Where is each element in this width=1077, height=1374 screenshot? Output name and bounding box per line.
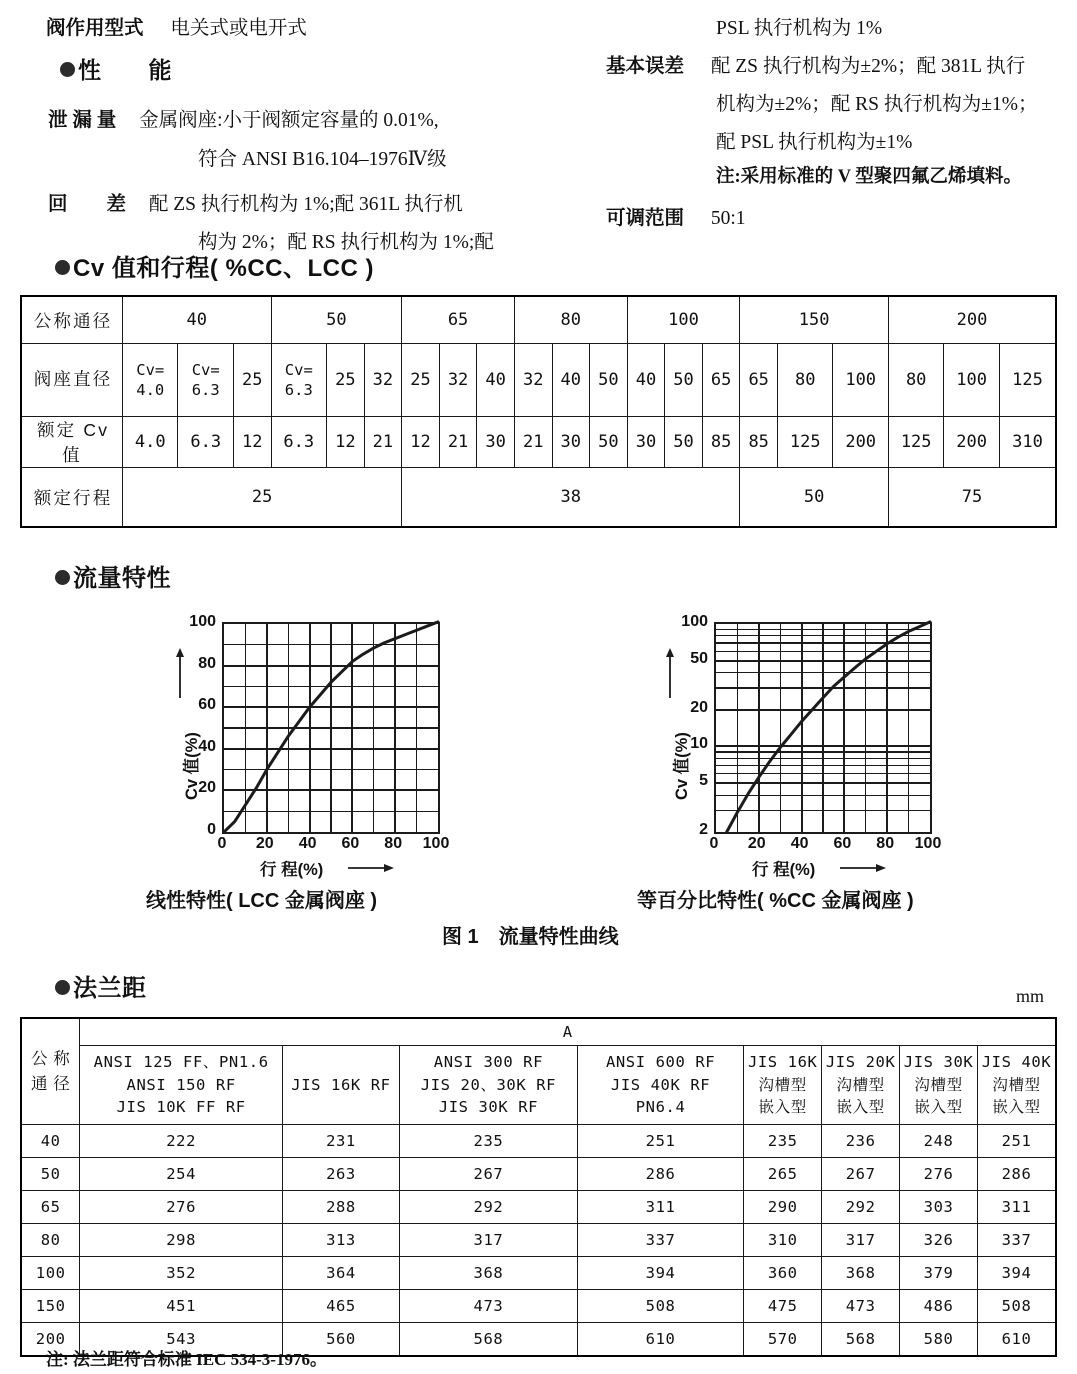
table-row (21, 1224, 1056, 1257)
chart1-y-arrow-icon (173, 648, 187, 698)
basic-error-line-1: 配 ZS 执行机构为±2%；配 381L 执行 (710, 56, 1026, 77)
valve-action-label: 阀作用型式 (46, 18, 144, 39)
column-header-line: 沟槽型 (914, 1075, 963, 1094)
leakage-label: 泄 漏 量 (48, 110, 117, 131)
column-header-line: JIS 30K (903, 1053, 974, 1072)
flange-value-cell: 236 (822, 1125, 900, 1158)
flange-value-cell: 475 (744, 1290, 822, 1323)
flange-value-cell: 235 (399, 1125, 577, 1158)
chart1-plot-area (222, 622, 440, 834)
valve-action-row (46, 12, 307, 40)
seat-diameter-cell: 32 (439, 344, 477, 417)
rated-travel-cell: 38 (402, 468, 740, 528)
hysteresis-line-1: 配 ZS 执行机构为 1%;配 361L 执行机 (148, 194, 463, 215)
flange-value-cell: 254 (80, 1158, 283, 1191)
rated-cv-cell: 21 (514, 417, 552, 468)
column-header-line: 嵌入型 (836, 1098, 885, 1117)
seat-diameter-cell: 80 (777, 344, 832, 417)
column-header-line: JIS 20、30K RF (420, 1075, 557, 1094)
nominal-size-cell: 100 (627, 296, 740, 344)
basic-error-note-row (716, 162, 1022, 188)
flange-value-cell: 290 (744, 1191, 822, 1224)
flange-value-cell: 298 (80, 1224, 283, 1257)
column-header-line: 沟槽型 (758, 1075, 807, 1094)
flange-value-cell: 451 (80, 1290, 283, 1323)
basic-error-line-3: 配 PSL 执行机构为±1% (716, 132, 913, 153)
flange-value-cell: 311 (577, 1191, 743, 1224)
leakage-row (48, 104, 439, 132)
flange-section-heading-text: 法兰距 (73, 975, 147, 1002)
flange-value-cell: 251 (978, 1125, 1056, 1158)
flange-value-cell: 292 (822, 1191, 900, 1224)
flow-section-heading-text: 流量特性 (73, 565, 171, 592)
seat-cv-prefix: Cv= (284, 360, 313, 379)
table-row (21, 1257, 1056, 1290)
flange-value-cell: 265 (744, 1158, 822, 1191)
seat-diameter-cell: 65 (740, 344, 778, 417)
hysteresis-row (48, 188, 463, 216)
chart-curve (716, 616, 946, 834)
column-header-line: JIS 30K RF (438, 1098, 539, 1117)
column-header-cell (282, 1046, 399, 1125)
rated-cv-cell: 125 (888, 417, 943, 468)
performance-heading (60, 52, 172, 85)
y-tick-label: 10 (690, 735, 708, 753)
rated-cv-cell: 30 (477, 417, 515, 468)
flange-value-cell: 286 (978, 1158, 1056, 1191)
chart2-caption: 等百分比特性( %CC 金属阀座 ) (637, 890, 914, 912)
column-header-line: PN6.4 (635, 1098, 686, 1117)
rated-cv-cell: 50 (590, 417, 628, 468)
nominal-header-line-2: 通 径 (30, 1074, 71, 1093)
chart1-x-arrow-icon (348, 862, 394, 874)
x-tick-label: 80 (876, 835, 895, 852)
column-header-cell (822, 1046, 900, 1125)
flange-value-cell: 352 (80, 1257, 283, 1290)
span-label-a: A (80, 1018, 1056, 1046)
x-tick-label: 60 (833, 835, 852, 852)
flange-value-cell: 317 (399, 1224, 577, 1257)
flange-value-cell: 508 (577, 1290, 743, 1323)
rated-cv-cell: 85 (702, 417, 740, 468)
seat-diameter-cell: 50 (665, 344, 703, 417)
y-tick-label: 20 (690, 698, 708, 716)
rated-cv-cell: 30 (552, 417, 590, 468)
flange-value-cell: 267 (822, 1158, 900, 1191)
seat-diameter-cell: 25 (327, 344, 365, 417)
flange-value-cell: 394 (577, 1257, 743, 1290)
rangeability-value: 50:1 (710, 208, 746, 229)
chart-pctcc-log (640, 600, 970, 880)
seat-cv-value: 6.3 (284, 381, 313, 399)
table-row (21, 1191, 1056, 1224)
bullet-icon (55, 570, 70, 585)
flange-value-cell: 317 (822, 1224, 900, 1257)
column-header-cell (80, 1046, 283, 1125)
basic-error-label: 基本误差 (606, 56, 685, 77)
flange-value-cell: 337 (577, 1224, 743, 1257)
chart-curve (224, 616, 454, 834)
flange-value-cell: 222 (80, 1125, 283, 1158)
column-header-line: JIS 16K RF (291, 1075, 391, 1094)
flange-value-cell: 288 (282, 1191, 399, 1224)
flange-value-cell: 310 (744, 1224, 822, 1257)
x-tick-label: 0 (217, 835, 227, 852)
x-tick-label: 40 (790, 835, 809, 852)
column-header-cell (577, 1046, 743, 1125)
rated-cv-cell: 50 (665, 417, 703, 468)
y-tick-label: 60 (198, 696, 216, 714)
basic-error-row-3 (716, 126, 912, 154)
flange-value-cell: 560 (282, 1323, 399, 1357)
flange-value-cell: 311 (978, 1191, 1056, 1224)
rated-cv-cell: 85 (740, 417, 778, 468)
seat-diameter-cell: 65 (702, 344, 740, 417)
seat-cv-value: 4.0 (136, 381, 165, 399)
flange-value-cell: 570 (744, 1323, 822, 1357)
flange-value-cell: 610 (978, 1323, 1056, 1357)
seat-cv-prefix: Cv= (136, 360, 165, 379)
flange-value-cell: 368 (822, 1257, 900, 1290)
flange-value-cell: 267 (399, 1158, 577, 1191)
seat-diameter-cell: 32 (364, 344, 402, 417)
valve-action-value: 电关式或电开式 (170, 18, 307, 39)
table-row-rated-cv (21, 417, 1056, 468)
column-header-line: 嵌入型 (758, 1098, 807, 1117)
chart2-y-axis-label (668, 732, 692, 800)
figure-caption: 图 1 流量特性曲线 (442, 926, 619, 948)
flange-value-cell: 251 (577, 1125, 743, 1158)
column-header-line: JIS 40K (981, 1053, 1052, 1072)
seat-diameter-cell: 100 (944, 344, 999, 417)
flange-value-cell: 313 (282, 1224, 399, 1257)
nominal-diameter-cell: 65 (21, 1191, 80, 1224)
nominal-diameter-cell: 200 (21, 1323, 80, 1357)
y-tick-label: 40 (198, 737, 216, 755)
right-continuation-text: PSL 执行机构为 1% (716, 18, 883, 39)
leakage-row-2 (198, 143, 447, 171)
rated-cv-cell: 21 (439, 417, 477, 468)
flange-footnote: 注: 法兰距符合标准 IEC 534-3-1976。 (46, 1350, 327, 1369)
nominal-diameter-cell: 50 (21, 1158, 80, 1191)
flange-unit-label: mm (1016, 986, 1045, 1006)
seat-diameter-cell: 100 (833, 344, 888, 417)
cv-section-heading (55, 248, 374, 283)
rangeability-row (606, 202, 746, 230)
table-row-nominal-diameter (21, 296, 1056, 344)
basic-error-line-2: 机构为±2%；配 RS 执行机构为±1%； (716, 94, 1038, 115)
rated-cv-cell: 310 (999, 417, 1056, 468)
flange-value-cell: 580 (900, 1323, 978, 1357)
row-header-nominal-diameter (21, 1018, 80, 1125)
nominal-size-cell: 40 (123, 296, 272, 344)
chart1-caption: 线性特性( LCC 金属阀座 ) (146, 890, 378, 912)
column-header-line: JIS 20K (825, 1053, 896, 1072)
cv-section-heading-text: Cv 值和行程( %CC、LCC ) (73, 255, 374, 282)
chart2-x-arrow-icon (840, 862, 886, 874)
flange-value-cell: 292 (399, 1191, 577, 1224)
column-header-cell (744, 1046, 822, 1125)
column-header-line: 嵌入型 (914, 1098, 963, 1117)
column-header-line: JIS 16K (747, 1053, 818, 1072)
flange-value-cell: 543 (80, 1323, 283, 1357)
x-tick-label: 100 (422, 835, 450, 852)
column-header-cell (900, 1046, 978, 1125)
rated-travel-cell: 25 (123, 468, 402, 528)
column-header-cell (978, 1046, 1056, 1125)
seat-diameter-cell: 125 (999, 344, 1056, 417)
column-header-line: ANSI 300 RF (433, 1053, 544, 1072)
y-tick-label: 20 (198, 779, 216, 797)
hysteresis-label: 回 差 (48, 194, 127, 215)
seat-diameter-cell: 50 (590, 344, 628, 417)
x-tick-label: 40 (298, 835, 317, 852)
nominal-size-cell: 200 (888, 296, 1056, 344)
seat-diameter-cell: 25 (233, 344, 271, 417)
rated-travel-cell: 50 (740, 468, 889, 528)
row-header-rated-travel: 额定行程 (21, 468, 123, 528)
column-header-line: JIS 40K RF (610, 1075, 711, 1094)
x-tick-label: 0 (709, 835, 719, 852)
y-tick-label: 0 (207, 821, 216, 838)
x-tick-label: 100 (914, 835, 942, 852)
rated-cv-cell: 125 (777, 417, 832, 468)
leakage-line-1: 金属阀座:小于阀额定容量的 0.01%, (139, 110, 439, 131)
flange-value-cell: 610 (577, 1323, 743, 1357)
chart1-x-axis-label-text: 行 程(%) (260, 861, 324, 879)
flange-value-cell: 508 (978, 1290, 1056, 1323)
row-header-nominal-diameter: 公称通径 (21, 296, 123, 344)
column-header-cell (399, 1046, 577, 1125)
chart-lcc-linear (150, 600, 470, 880)
table-row-span-header (21, 1018, 1056, 1046)
y-tick-label: 100 (681, 613, 708, 630)
column-header-line: JIS 10K FF RF (116, 1098, 246, 1117)
right-continuation-row (716, 12, 882, 40)
seat-diameter-cell: 40 (477, 344, 515, 417)
flange-value-cell: 276 (900, 1158, 978, 1191)
nominal-diameter-cell: 100 (21, 1257, 80, 1290)
bullet-icon (55, 260, 70, 275)
seat-diameter-cell: 40 (627, 344, 665, 417)
column-header-line: ANSI 150 RF (126, 1075, 236, 1094)
x-tick-label: 20 (747, 835, 766, 852)
flange-value-cell: 364 (282, 1257, 399, 1290)
table-row-rated-travel (21, 468, 1056, 528)
flange-section-heading (55, 968, 147, 1003)
y-tick-label: 5 (699, 772, 708, 790)
flange-value-cell: 568 (399, 1323, 577, 1357)
hysteresis-line-2: 构为 2%；配 RS 执行机构为 1%;配 (198, 232, 494, 253)
flange-value-cell: 394 (978, 1257, 1056, 1290)
basic-error-note: 注:采用标准的 V 型聚四氟乙烯填料。 (716, 167, 1022, 187)
basic-error-row (606, 50, 1025, 78)
flange-value-cell: 360 (744, 1257, 822, 1290)
flange-value-cell: 263 (282, 1158, 399, 1191)
bullet-icon (60, 62, 75, 77)
y-tick-label: 100 (189, 613, 216, 630)
table-row (21, 1290, 1056, 1323)
rated-cv-cell: 12 (327, 417, 365, 468)
chart2-plot-area (714, 622, 932, 834)
rated-cv-cell: 4.0 (123, 417, 178, 468)
seat-diameter-cell (178, 344, 233, 417)
nominal-diameter-cell: 80 (21, 1224, 80, 1257)
flange-value-cell: 276 (80, 1191, 283, 1224)
nominal-size-cell: 65 (402, 296, 515, 344)
seat-cv-value: 6.3 (191, 381, 220, 399)
bullet-icon (55, 980, 70, 995)
seat-diameter-cell (123, 344, 178, 417)
rated-cv-cell: 30 (627, 417, 665, 468)
rated-travel-cell: 75 (888, 468, 1056, 528)
cv-value-travel-table (20, 295, 1057, 528)
y-tick-label: 80 (198, 654, 216, 672)
rated-cv-cell: 6.3 (178, 417, 233, 468)
nominal-size-cell: 50 (271, 296, 402, 344)
flange-value-cell: 568 (822, 1323, 900, 1357)
chart2-y-arrow-icon (663, 648, 677, 698)
flange-value-cell: 286 (577, 1158, 743, 1191)
nominal-size-cell: 80 (514, 296, 627, 344)
x-tick-label: 80 (384, 835, 403, 852)
leakage-line-2: 符合 ANSI B16.104–1976Ⅳ级 (198, 149, 447, 170)
chart2-x-axis-label-text: 行 程(%) (752, 861, 816, 879)
seat-cv-prefix: Cv= (191, 360, 220, 379)
flange-value-cell: 473 (399, 1290, 577, 1323)
nominal-header-line-1: 公 称 (30, 1049, 71, 1068)
rated-cv-cell: 12 (233, 417, 271, 468)
rated-cv-cell: 200 (833, 417, 888, 468)
flange-value-cell: 486 (900, 1290, 978, 1323)
flange-value-cell: 337 (978, 1224, 1056, 1257)
rated-cv-cell: 200 (944, 417, 999, 468)
nominal-diameter-cell: 40 (21, 1125, 80, 1158)
flange-value-cell: 326 (900, 1224, 978, 1257)
column-header-line: 嵌入型 (992, 1098, 1041, 1117)
table-row (21, 1125, 1056, 1158)
flange-value-cell: 368 (399, 1257, 577, 1290)
column-header-line: ANSI 125 FF、PN1.6 (93, 1053, 269, 1072)
x-tick-label: 20 (255, 835, 274, 852)
flange-value-cell: 465 (282, 1290, 399, 1323)
nominal-diameter-cell: 150 (21, 1290, 80, 1323)
flange-value-cell: 473 (822, 1290, 900, 1323)
seat-diameter-cell: 80 (888, 344, 943, 417)
column-header-line: 沟槽型 (836, 1075, 885, 1094)
flange-value-cell: 248 (900, 1125, 978, 1158)
rated-cv-cell: 12 (402, 417, 440, 468)
y-tick-label: 2 (699, 821, 708, 838)
column-header-line: 沟槽型 (992, 1075, 1041, 1094)
y-tick-label: 50 (690, 649, 708, 667)
flange-distance-table (20, 1017, 1057, 1357)
flange-value-cell: 231 (282, 1125, 399, 1158)
rated-cv-cell: 21 (364, 417, 402, 468)
seat-diameter-cell (271, 344, 326, 417)
x-tick-label: 60 (341, 835, 360, 852)
flange-value-cell: 303 (900, 1191, 978, 1224)
chart1-y-axis-label-text: Cv 值(%) (183, 732, 201, 800)
seat-diameter-cell: 40 (552, 344, 590, 417)
nominal-size-cell: 150 (740, 296, 889, 344)
row-header-seat-diameter: 阀座直径 (21, 344, 123, 417)
table-row-column-headers (21, 1046, 1056, 1125)
chart2-x-axis-label (752, 856, 815, 880)
table-row-seat-diameter (21, 344, 1056, 417)
chart2-y-axis-label-text: Cv 值(%) (673, 732, 691, 800)
flow-section-heading (55, 558, 171, 593)
flange-value-cell: 379 (900, 1257, 978, 1290)
rated-cv-cell: 6.3 (271, 417, 326, 468)
seat-diameter-cell: 32 (514, 344, 552, 417)
seat-diameter-cell: 25 (402, 344, 440, 417)
flange-value-cell: 235 (744, 1125, 822, 1158)
chart1-x-axis-label (260, 856, 323, 880)
performance-heading-text: 性 能 (78, 57, 172, 83)
table-row (21, 1158, 1056, 1191)
row-header-rated-cv: 额定 Cv 值 (21, 417, 123, 468)
rangeability-label: 可调范围 (606, 208, 685, 229)
basic-error-row-2 (716, 88, 1038, 116)
column-header-line: ANSI 600 RF (605, 1053, 716, 1072)
